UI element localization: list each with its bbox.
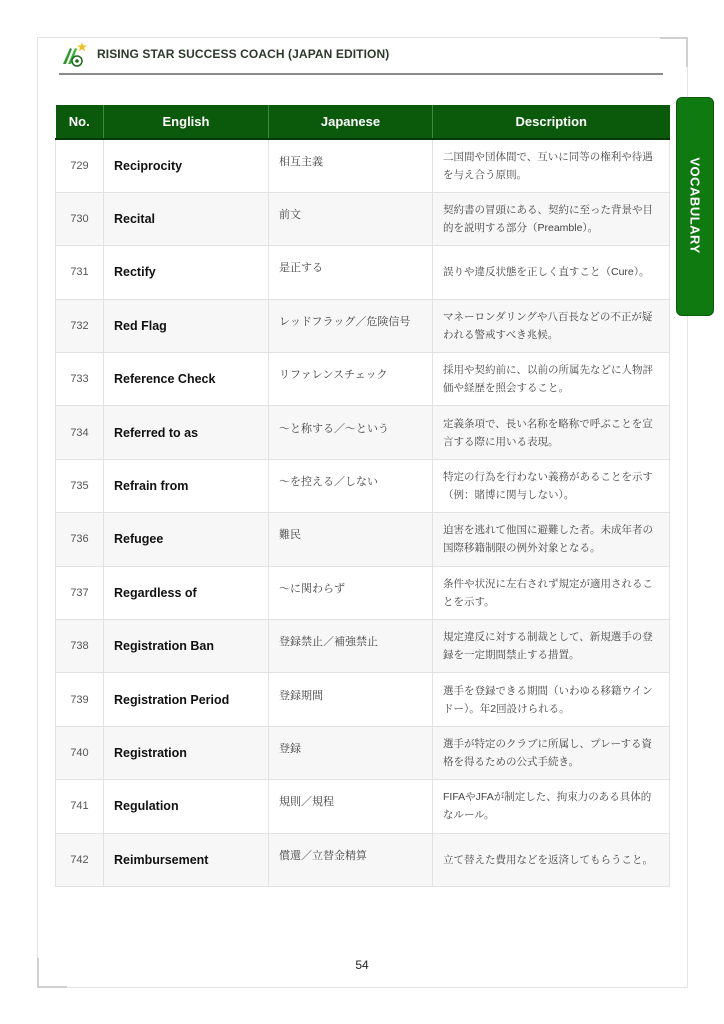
cell-description: マネーロンダリングや八百長などの不正が疑われる警戒すべき兆候。: [433, 299, 670, 352]
cell-japanese: 〜に関わらず: [269, 566, 433, 619]
cell-japanese: 登録禁止／補強禁止: [269, 620, 433, 673]
cell-japanese: 前文: [269, 192, 433, 245]
cell-number: 735: [56, 459, 104, 512]
cell-japanese: 〜と称する／〜という: [269, 406, 433, 459]
cell-number: 732: [56, 299, 104, 352]
table-row: [56, 566, 670, 619]
cell-japanese: 是正する: [269, 246, 433, 299]
cell-english: Red Flag: [104, 299, 269, 352]
rising-star-logo-icon: [60, 40, 88, 68]
table-row: [56, 726, 670, 779]
cell-description: 迫害を逃れて他国に避難した者。未成年者の国際移籍制限の例外対象となる。: [433, 513, 670, 566]
table-row: [56, 139, 670, 192]
table-row: [56, 620, 670, 673]
cell-english: Reference Check: [104, 353, 269, 406]
table-row: [56, 833, 670, 886]
cell-description: 立て替えた費用などを返済してもらうこと。: [433, 833, 670, 886]
document-title: RISING STAR SUCCESS COACH (JAPAN EDITION): [97, 47, 390, 61]
cell-description: 特定の行為を行わない義務があることを示す（例：賭博に関与しない）。: [433, 459, 670, 512]
cell-number: 741: [56, 780, 104, 833]
table-row: [56, 246, 670, 299]
column-header-japanese: Japanese: [269, 105, 433, 139]
table-row: [56, 353, 670, 406]
column-header-no: No.: [56, 105, 104, 139]
cell-number: 729: [56, 139, 104, 192]
cell-description: 定義条項で、長い名称を略称で呼ぶことを宣言する際に用いる表現。: [433, 406, 670, 459]
table-row: [56, 406, 670, 459]
cell-japanese: 登録期間: [269, 673, 433, 726]
table-row: [56, 780, 670, 833]
cell-english: Refrain from: [104, 459, 269, 512]
cell-number: 740: [56, 726, 104, 779]
table-row: [56, 459, 670, 512]
cell-english: Refugee: [104, 513, 269, 566]
cell-japanese: 相互主義: [269, 139, 433, 192]
cell-japanese: 登録: [269, 726, 433, 779]
cell-japanese: 〜を控える／しない: [269, 459, 433, 512]
side-tab-label: VOCABULARY: [687, 157, 703, 254]
cell-english: Recital: [104, 192, 269, 245]
cell-english: Rectify: [104, 246, 269, 299]
cell-number: 730: [56, 192, 104, 245]
corner-mark: [660, 37, 688, 67]
column-header-english: English: [104, 105, 269, 139]
table-row: [56, 299, 670, 352]
cell-description: 二国間や団体間で、互いに同等の権利や待遇を与え合う原則。: [433, 139, 670, 192]
cell-japanese: 償還／立替金精算: [269, 833, 433, 886]
cell-description: 規定違反に対する制裁として、新規選手の登録を一定期間禁止する措置。: [433, 620, 670, 673]
cell-number: 733: [56, 353, 104, 406]
table-row: [56, 673, 670, 726]
cell-number: 739: [56, 673, 104, 726]
page-header: [60, 40, 389, 68]
header-divider: [59, 73, 663, 75]
cell-english: Registration Period: [104, 673, 269, 726]
cell-english: Registration: [104, 726, 269, 779]
cell-number: 737: [56, 566, 104, 619]
cell-description: 条件や状況に左右されず規定が適用されることを示す。: [433, 566, 670, 619]
cell-japanese: 難民: [269, 513, 433, 566]
cell-number: 734: [56, 406, 104, 459]
cell-number: 736: [56, 513, 104, 566]
page-number: 54: [355, 958, 369, 972]
cell-description: 誤りや違反状態を正しく直すこと（Cure）。: [433, 246, 670, 299]
cell-japanese: リファレンスチェック: [269, 353, 433, 406]
table-header-row: [56, 105, 670, 139]
cell-japanese: レッドフラッグ／危険信号: [269, 299, 433, 352]
cell-english: Referred to as: [104, 406, 269, 459]
cell-number: 738: [56, 620, 104, 673]
cell-number: 731: [56, 246, 104, 299]
cell-english: Reciprocity: [104, 139, 269, 192]
cell-description: 採用や契約前に、以前の所属先などに人物評価や経歴を照会すること。: [433, 353, 670, 406]
cell-english: Reimbursement: [104, 833, 269, 886]
cell-description: 選手が特定のクラブに所属し、プレーする資格を得るための公式手続き。: [433, 726, 670, 779]
vocabulary-table: [55, 105, 670, 887]
cell-description: FIFAやJFAが制定した、拘束力のある具体的なルール。: [433, 780, 670, 833]
cell-english: Regulation: [104, 780, 269, 833]
table-row: [56, 192, 670, 245]
cell-description: 選手を登録できる期間（いわゆる移籍ウインドー）。年2回設けられる。: [433, 673, 670, 726]
cell-number: 742: [56, 833, 104, 886]
cell-japanese: 規則／規程: [269, 780, 433, 833]
table-row: [56, 513, 670, 566]
cell-english: Registration Ban: [104, 620, 269, 673]
cell-english: Regardless of: [104, 566, 269, 619]
cell-description: 契約書の冒頭にある、契約に至った背景や目的を説明する部分（Preamble）。: [433, 192, 670, 245]
column-header-description: Description: [433, 105, 670, 139]
vocabulary-side-tab[interactable]: [676, 97, 714, 316]
